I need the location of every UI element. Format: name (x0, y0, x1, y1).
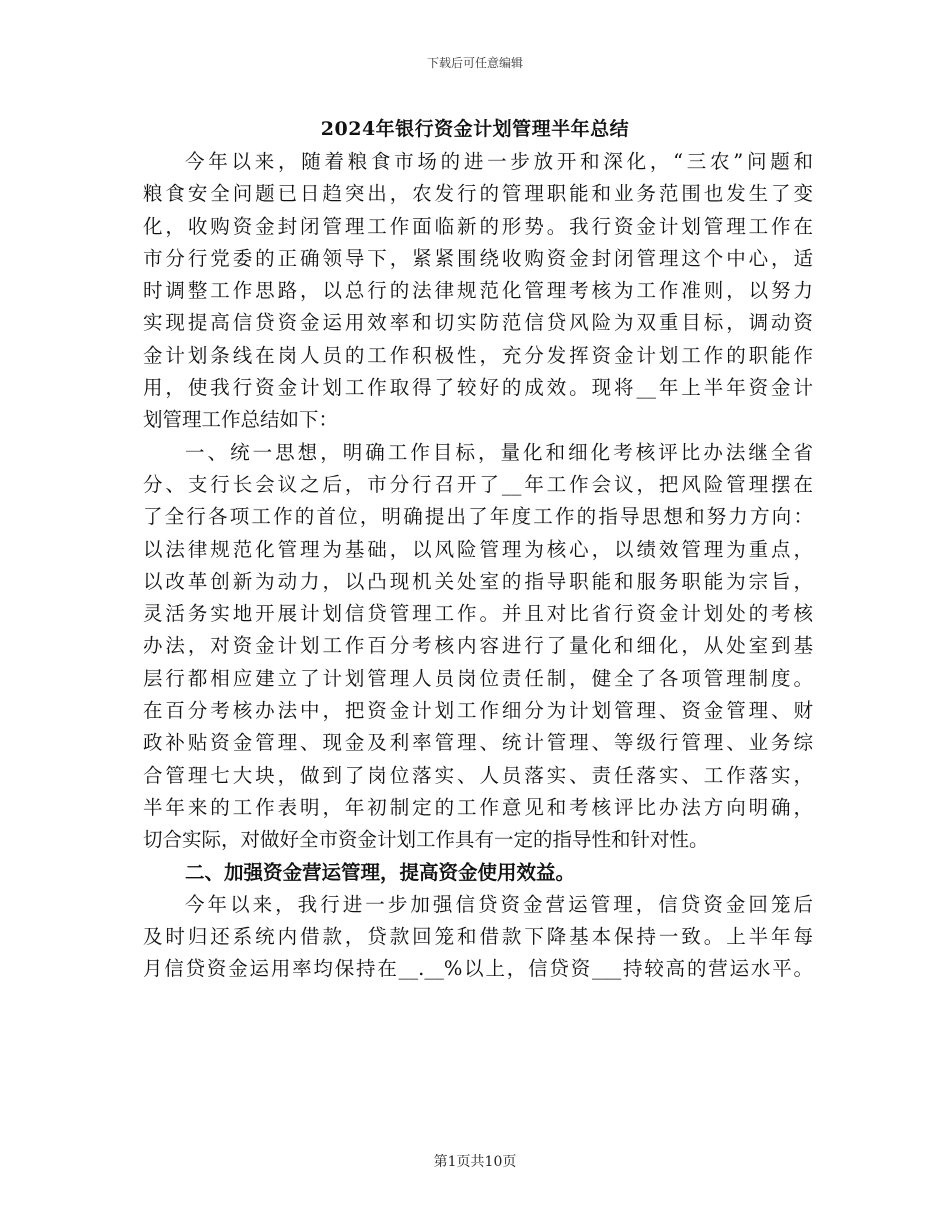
paragraph-line: 切合实际，对做好全市资金计划工作具有一定的指导性和针对性。 (143, 828, 709, 852)
paragraph-line: 今年以来，我行进一步加强信贷资金营运管理，信贷资金回笼后 (185, 892, 813, 916)
document-body (143, 146, 813, 986)
document-title: 2024年银行资金计划管理半年总结 (320, 118, 630, 140)
paragraph-line: 在百分考核办法中，把资金计划工作细分为计划管理、资金管理、财 (143, 699, 813, 723)
paragraph-line: 及时归还系统内借款，贷款回笼和借款下降基本保持一致。上半年每 (143, 925, 813, 949)
paragraph-line: 划管理工作总结如下： (143, 408, 339, 432)
paragraph-line: 政补贴资金管理、现金及利率管理、统计管理、等级行管理、业务综 (143, 731, 813, 755)
paragraph-line: 化，收购资金封闭管理工作面临新的形势。我行资金计划管理工作在 (143, 214, 813, 238)
paragraph-line: 市分行党委的正确领导下，紧紧围绕收购资金封闭管理这个中心，适 (143, 246, 813, 270)
paragraph-line: 层行都相应建立了计划管理人员岗位责任制，健全了各项管理制度。 (143, 666, 813, 690)
paragraph-line: 办法，对资金计划工作百分考核内容进行了量化和细化，从处室到基 (143, 634, 813, 658)
paragraph-line: 了全行各项工作的首位，明确提出了年度工作的指导思想和努力方向： (143, 505, 813, 529)
paragraph-line: 实现提高信贷资金运用效率和切实防范信贷风险为双重目标，调动资 (143, 311, 813, 335)
paragraph-line: 一、统一思想，明确工作目标，量化和细化考核评比办法继全省 (185, 440, 813, 464)
paragraph-line: 以法律规范化管理为基础，以风险管理为核心，以绩效管理为重点， (143, 537, 813, 561)
paragraph-line: 粮食安全问题已日趋突出，农发行的管理职能和业务范围也发生了变 (143, 182, 813, 206)
paragraph-line: 灵活务实地开展计划信贷管理工作。并且对比省行资金计划处的考核 (143, 602, 813, 626)
paragraph-line: 以改革创新为动力，以凸现机关处室的指导职能和服务职能为宗旨， (143, 569, 813, 593)
paragraph-line: 今年以来，随着粮食市场的进一步放开和深化，“三农”问题和 (185, 150, 813, 173)
page-header-note: 下载后可任意编辑 (426, 56, 523, 70)
section-heading: 二、加强资金营运管理，提高资金使用效益。 (185, 860, 576, 884)
paragraph-line: 时调整工作思路，以总行的法律规范化管理考核为工作准则，以努力 (143, 279, 813, 303)
paragraph-line: 合管理七大块，做到了岗位落实、人员落实、责任落实、工作落实， (143, 763, 813, 787)
paragraph-line: 金计划条线在岗人员的工作积极性，充分发挥资金计划工作的职能作 (143, 343, 813, 367)
paragraph-line: 月信贷资金运用率均保持在__.__%以上，信贷资___持较高的营运水平。 (143, 957, 813, 981)
paragraph-line: 分、支行长会议之后，市分行召开了__年工作会议，把风险管理摆在 (143, 472, 813, 496)
paragraph-line: 用，使我行资金计划工作取得了较好的成效。现将__年上半年资金计 (143, 376, 813, 400)
page-number: 第1页共10页 (433, 1154, 517, 1170)
paragraph-line: 半年来的工作表明，年初制定的工作意见和考核评比办法方向明确， (143, 795, 813, 819)
